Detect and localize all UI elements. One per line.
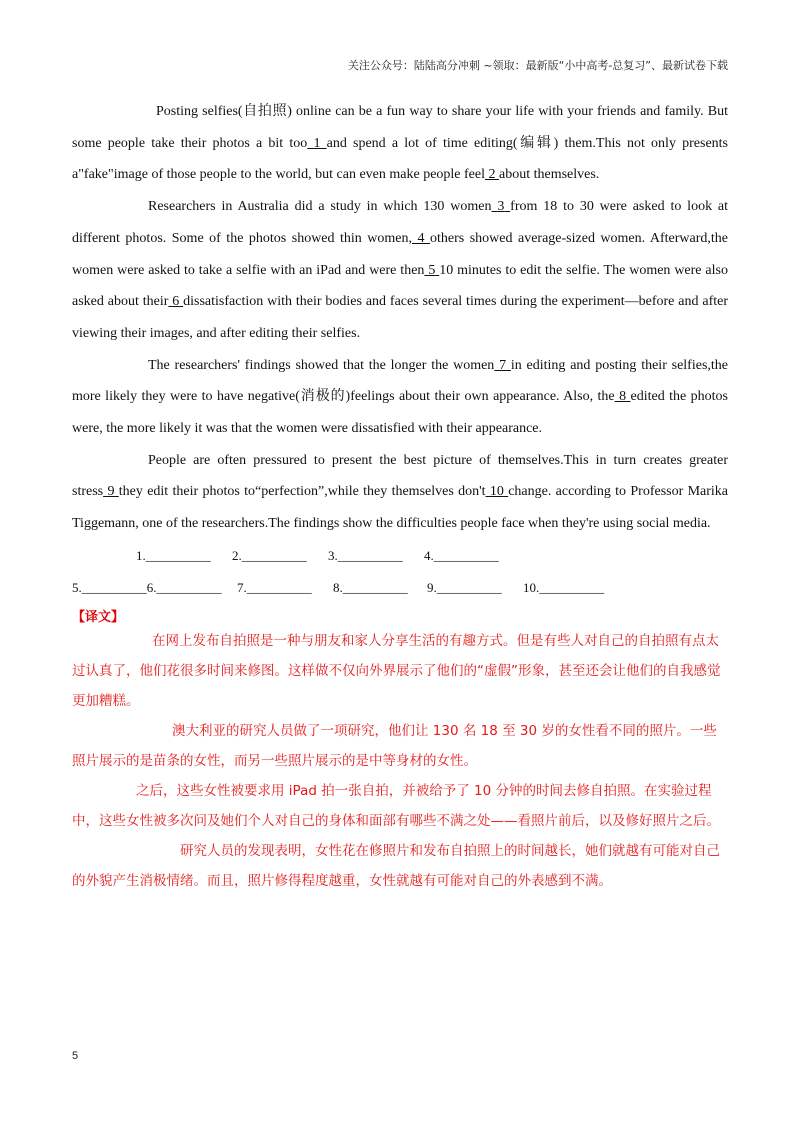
answer-slot-2: 2.__________ (232, 547, 307, 563)
passage-text: The researchers' findings showed that the longer the women (148, 357, 495, 373)
passage-paragraph-1 (72, 96, 728, 191)
passage-text: Posting selfies(自拍照) online can be a fun way to share your life with your friends and family. But some people take their photos a bit too (72, 104, 728, 151)
answer-row-1 (72, 540, 728, 572)
passage-paragraph-4 (72, 445, 728, 540)
passage-text: edited the photos were, the more likely it was that the women were dissatisfied with their appearance. (72, 389, 728, 437)
answer-slot-3: 3.__________ (328, 547, 403, 563)
blank-2: 2 (488, 167, 496, 183)
passage-paragraph-2 (72, 191, 728, 350)
page-header: 关注公众号：陆陆高分冲刺 ~领取：最新版“小中高考-总复习”、最新试卷下载 (347, 59, 728, 72)
passage-text: People are often pressured to present the best picture of themselves.This in turn creates greater stress (72, 452, 728, 500)
blank-4: 4 (417, 230, 425, 246)
translation-tag: 【译文】 (72, 609, 125, 625)
blank-6: 6 (172, 294, 180, 310)
document-body (72, 96, 728, 896)
blank-8: 8 (619, 389, 627, 405)
passage-text: dissatisfaction with their bodies and faces several times during the experiment—before and after viewing their images, and after editing their selfies. (72, 294, 728, 341)
answer-slot-1: 1.__________ (136, 547, 211, 563)
translation-text: 之后，这些女性被要求用 iPad 拍一张自拍，并被给予了 10 分钟的时间去修自拍照。在实验过程中，这些女性被多次问及她们个人对自己的身体和面部有哪些不满之处——看照片前后，以及修好照片之后。 (72, 782, 720, 829)
blank-10: 10 (489, 484, 504, 500)
translation-paragraph-2 (72, 716, 728, 776)
answer-slot-4: 4.__________ (424, 547, 499, 563)
blank-3: 3 (497, 199, 505, 215)
page-number: 5 (72, 1050, 79, 1062)
passage-text: change. according to Professor Marika Tiggemann, one of the researchers.The findings show the difficulties people face when they're using social media. (72, 484, 729, 532)
passage-text: they edit their photos to“perfection”,while they themselves don't (118, 484, 486, 500)
answer-slot-8: 8.__________ (333, 579, 408, 595)
translation-paragraph-3 (72, 776, 728, 836)
passage-text: others showed average-sized women. Afterward,the women were asked to take a selfie with an iPad and were then (72, 230, 728, 278)
answer-blanks (72, 540, 728, 604)
translation-paragraph-4 (72, 836, 728, 896)
translation-text: 澳大利亚的研究人员做了一项研究，他们让 130 名 18 至 30 岁的女性看不同的照片。一些照片展示的是苗条的女性，而另一些照片展示的是中等身材的女性。 (72, 722, 717, 769)
passage-text: Researchers in Australia did a study in which 130 women (148, 199, 492, 215)
passage-text: 10 minutes to edit the selfie. The women were also asked about their (72, 262, 728, 310)
blank-9: 9 (107, 484, 115, 500)
answer-slot-7: 7.__________ (237, 579, 312, 595)
passage-text: from 18 to 30 were asked to look at different photos. Some of the photos showed thin women, (72, 199, 729, 246)
passage-text: about themselves. (499, 167, 600, 183)
blank-5: 5 (428, 262, 436, 278)
translation-text: 研究人员的发现表明，女性花在修照片和发布自拍照上的时间越长，她们就越有可能对自己的外貌产生消极情绪。而且，照片修得程度越重，女性就越有可能对自己的外表感到不满。 (72, 842, 720, 889)
translation-text: 在网上发布自拍照是一种与朋友和家人分享生活的有趣方式。但是有些人对自己的自拍照有点太过认真了，他们花很多时间来修图。这样做不仅向外界展示了他们的“虚假”形象，甚至还会让他们的自我感觉更加糟糕。 (72, 632, 721, 709)
answer-slot-9: 9.__________ (427, 579, 502, 595)
passage-text: in editing and posting their selfies,the more likely they were to have negative(消极的)feelings about their own appearance. Also, the (72, 357, 728, 405)
translation-paragraph-1 (72, 626, 728, 716)
answer-row-2 (72, 572, 728, 604)
answer-slot-5-6: 5.__________6.__________ (72, 579, 222, 595)
answer-slot-10: 10.__________ (523, 579, 605, 595)
blank-7: 7 (499, 357, 507, 373)
passage-paragraph-3 (72, 350, 728, 445)
blank-1: 1 (313, 135, 321, 151)
passage-text: and spend a lot of time editing(编辑) them.This not only presents a"fake"image of those people to the world, but can even make people feel (72, 135, 728, 183)
